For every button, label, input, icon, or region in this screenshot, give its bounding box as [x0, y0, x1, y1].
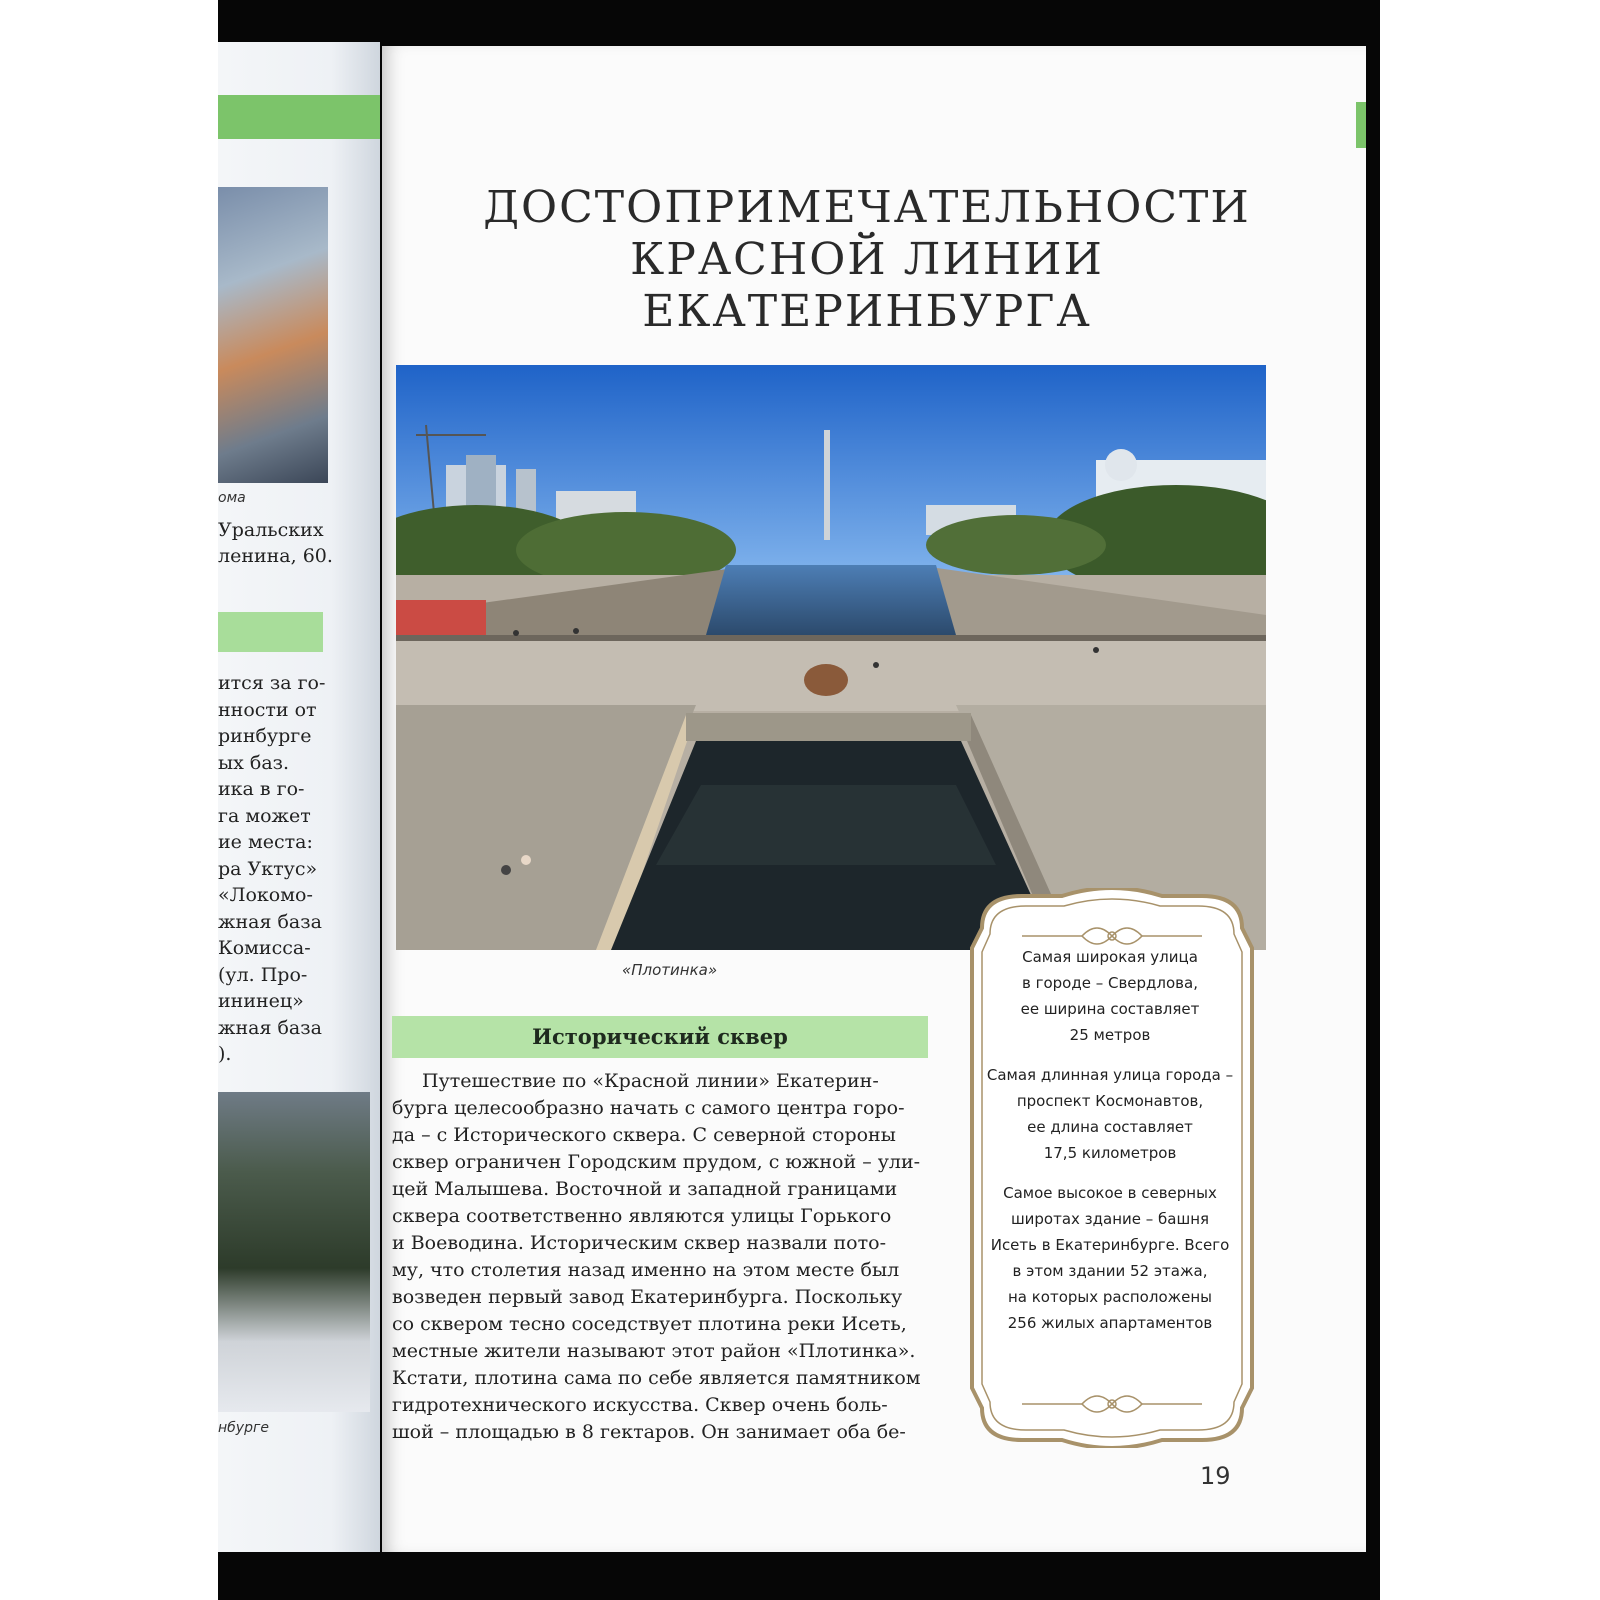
left-text-line: ра Уктус» — [218, 857, 318, 880]
title-line: ЕКАТЕРИНБУРГА — [642, 286, 1092, 337]
body-line: шой – площадью в 8 гектаров. Он занимает оба бе- — [392, 1421, 906, 1443]
title-line: ДОСТОПРИМЕЧАТЕЛЬНОСТИ — [483, 182, 1251, 233]
page-title — [442, 182, 1292, 338]
body-line: возведен первый завод Екатеринбурга. Поскольку — [392, 1286, 903, 1308]
right-page — [382, 46, 1366, 1552]
body-line: да – с Исторического сквера. С северной стороны — [392, 1124, 896, 1146]
left-text-line: нности от — [218, 698, 317, 721]
body-line: и Воеводина. Историческим сквер назвали пото- — [392, 1232, 886, 1254]
left-text-line: Комисса- — [218, 937, 311, 959]
body-line: Путешествие по «Красной линии» Екатерин- — [422, 1070, 879, 1092]
section-heading-bar — [392, 1016, 928, 1058]
fact-line: Самое высокое в северных — [1003, 1184, 1217, 1202]
left-text-line: Уральских — [218, 519, 324, 541]
left-text-line: ика в го- — [218, 778, 305, 800]
left-green-heading-bar — [218, 612, 323, 652]
fact-item — [960, 1062, 1260, 1166]
body-line: местные жители называют этот район «Плотинка». — [392, 1340, 916, 1362]
photo-caption: «Плотинка» — [622, 961, 718, 979]
plotinka-photo — [396, 365, 1266, 950]
left-text-line: га может — [218, 804, 311, 827]
fact-line: в городе – Свердлова, — [1021, 974, 1198, 992]
left-caption-top: ома — [218, 490, 246, 506]
fact-line: ее длина составляет — [1027, 1118, 1193, 1136]
left-text-line: ринбурге — [218, 725, 312, 747]
left-green-banner — [218, 95, 380, 139]
fact-item — [960, 1180, 1260, 1336]
fact-line: 17,5 километров — [1043, 1144, 1177, 1162]
left-photo-painting — [218, 187, 328, 483]
body-line: гидротехнического искусства. Сквер очень боль- — [392, 1394, 888, 1416]
fact-item — [960, 944, 1260, 1048]
body-line: му, что столетия назад именно на этом месте был — [392, 1259, 900, 1281]
fact-line: Исеть в Екатеринбурге. Всего — [990, 1236, 1230, 1254]
left-text-line: ие места: — [218, 831, 313, 853]
facts-list — [960, 944, 1260, 1350]
title-line: КРАСНОЙ ЛИНИИ — [630, 234, 1104, 285]
left-text-line: «Локомо- — [218, 884, 313, 906]
left-text-line: жная база — [218, 910, 322, 933]
body-paragraph — [392, 1068, 922, 1446]
body-line: бурга целесообразно начать с самого центра горо- — [392, 1097, 905, 1119]
left-text-line: ининец» — [218, 990, 304, 1012]
section-heading: Исторический сквер — [532, 1024, 788, 1049]
page-number: 19 — [1200, 1462, 1231, 1490]
green-edge-tab — [1356, 102, 1366, 148]
body-line: Кстати, плотина сама по себе является памятником — [392, 1367, 921, 1389]
body-line: сквер ограничен Городским прудом, с южной – ули- — [392, 1151, 921, 1173]
body-line: со сквером тесно соседствует плотина реки Исеть, — [392, 1313, 907, 1335]
fact-line: проспект Космонавтов, — [1016, 1092, 1204, 1110]
fact-line: Самая широкая улица — [1022, 948, 1198, 966]
fact-line: ее ширина составляет — [1020, 1000, 1200, 1018]
left-text-line: ых баз. — [218, 751, 290, 774]
left-photo-winter — [218, 1092, 370, 1412]
body-line: сквера соответственно являются улицы Горького — [392, 1205, 892, 1227]
fact-line: Самая длинная улица города – — [986, 1066, 1234, 1084]
left-caption-bottom: нбурге — [218, 1420, 269, 1436]
fact-line: на которых расположены — [1007, 1288, 1213, 1306]
fact-line: 25 метров — [1069, 1026, 1151, 1044]
left-text-line: ). — [218, 1043, 232, 1065]
fact-line: 256 жилых апартаментов — [1007, 1314, 1213, 1332]
body-line: цей Малышева. Восточной и западной границами — [392, 1178, 898, 1200]
fact-line: в этом здании 52 этажа, — [1012, 1262, 1208, 1280]
left-text-line: жная база — [218, 1016, 322, 1039]
left-page — [218, 42, 380, 1552]
left-text-line: ится за го- — [218, 672, 326, 694]
left-text-line: ленина, 60. — [218, 545, 333, 567]
left-text-line: (ул. Про- — [218, 963, 308, 986]
fact-line: широтах здание – башня — [1010, 1210, 1210, 1228]
